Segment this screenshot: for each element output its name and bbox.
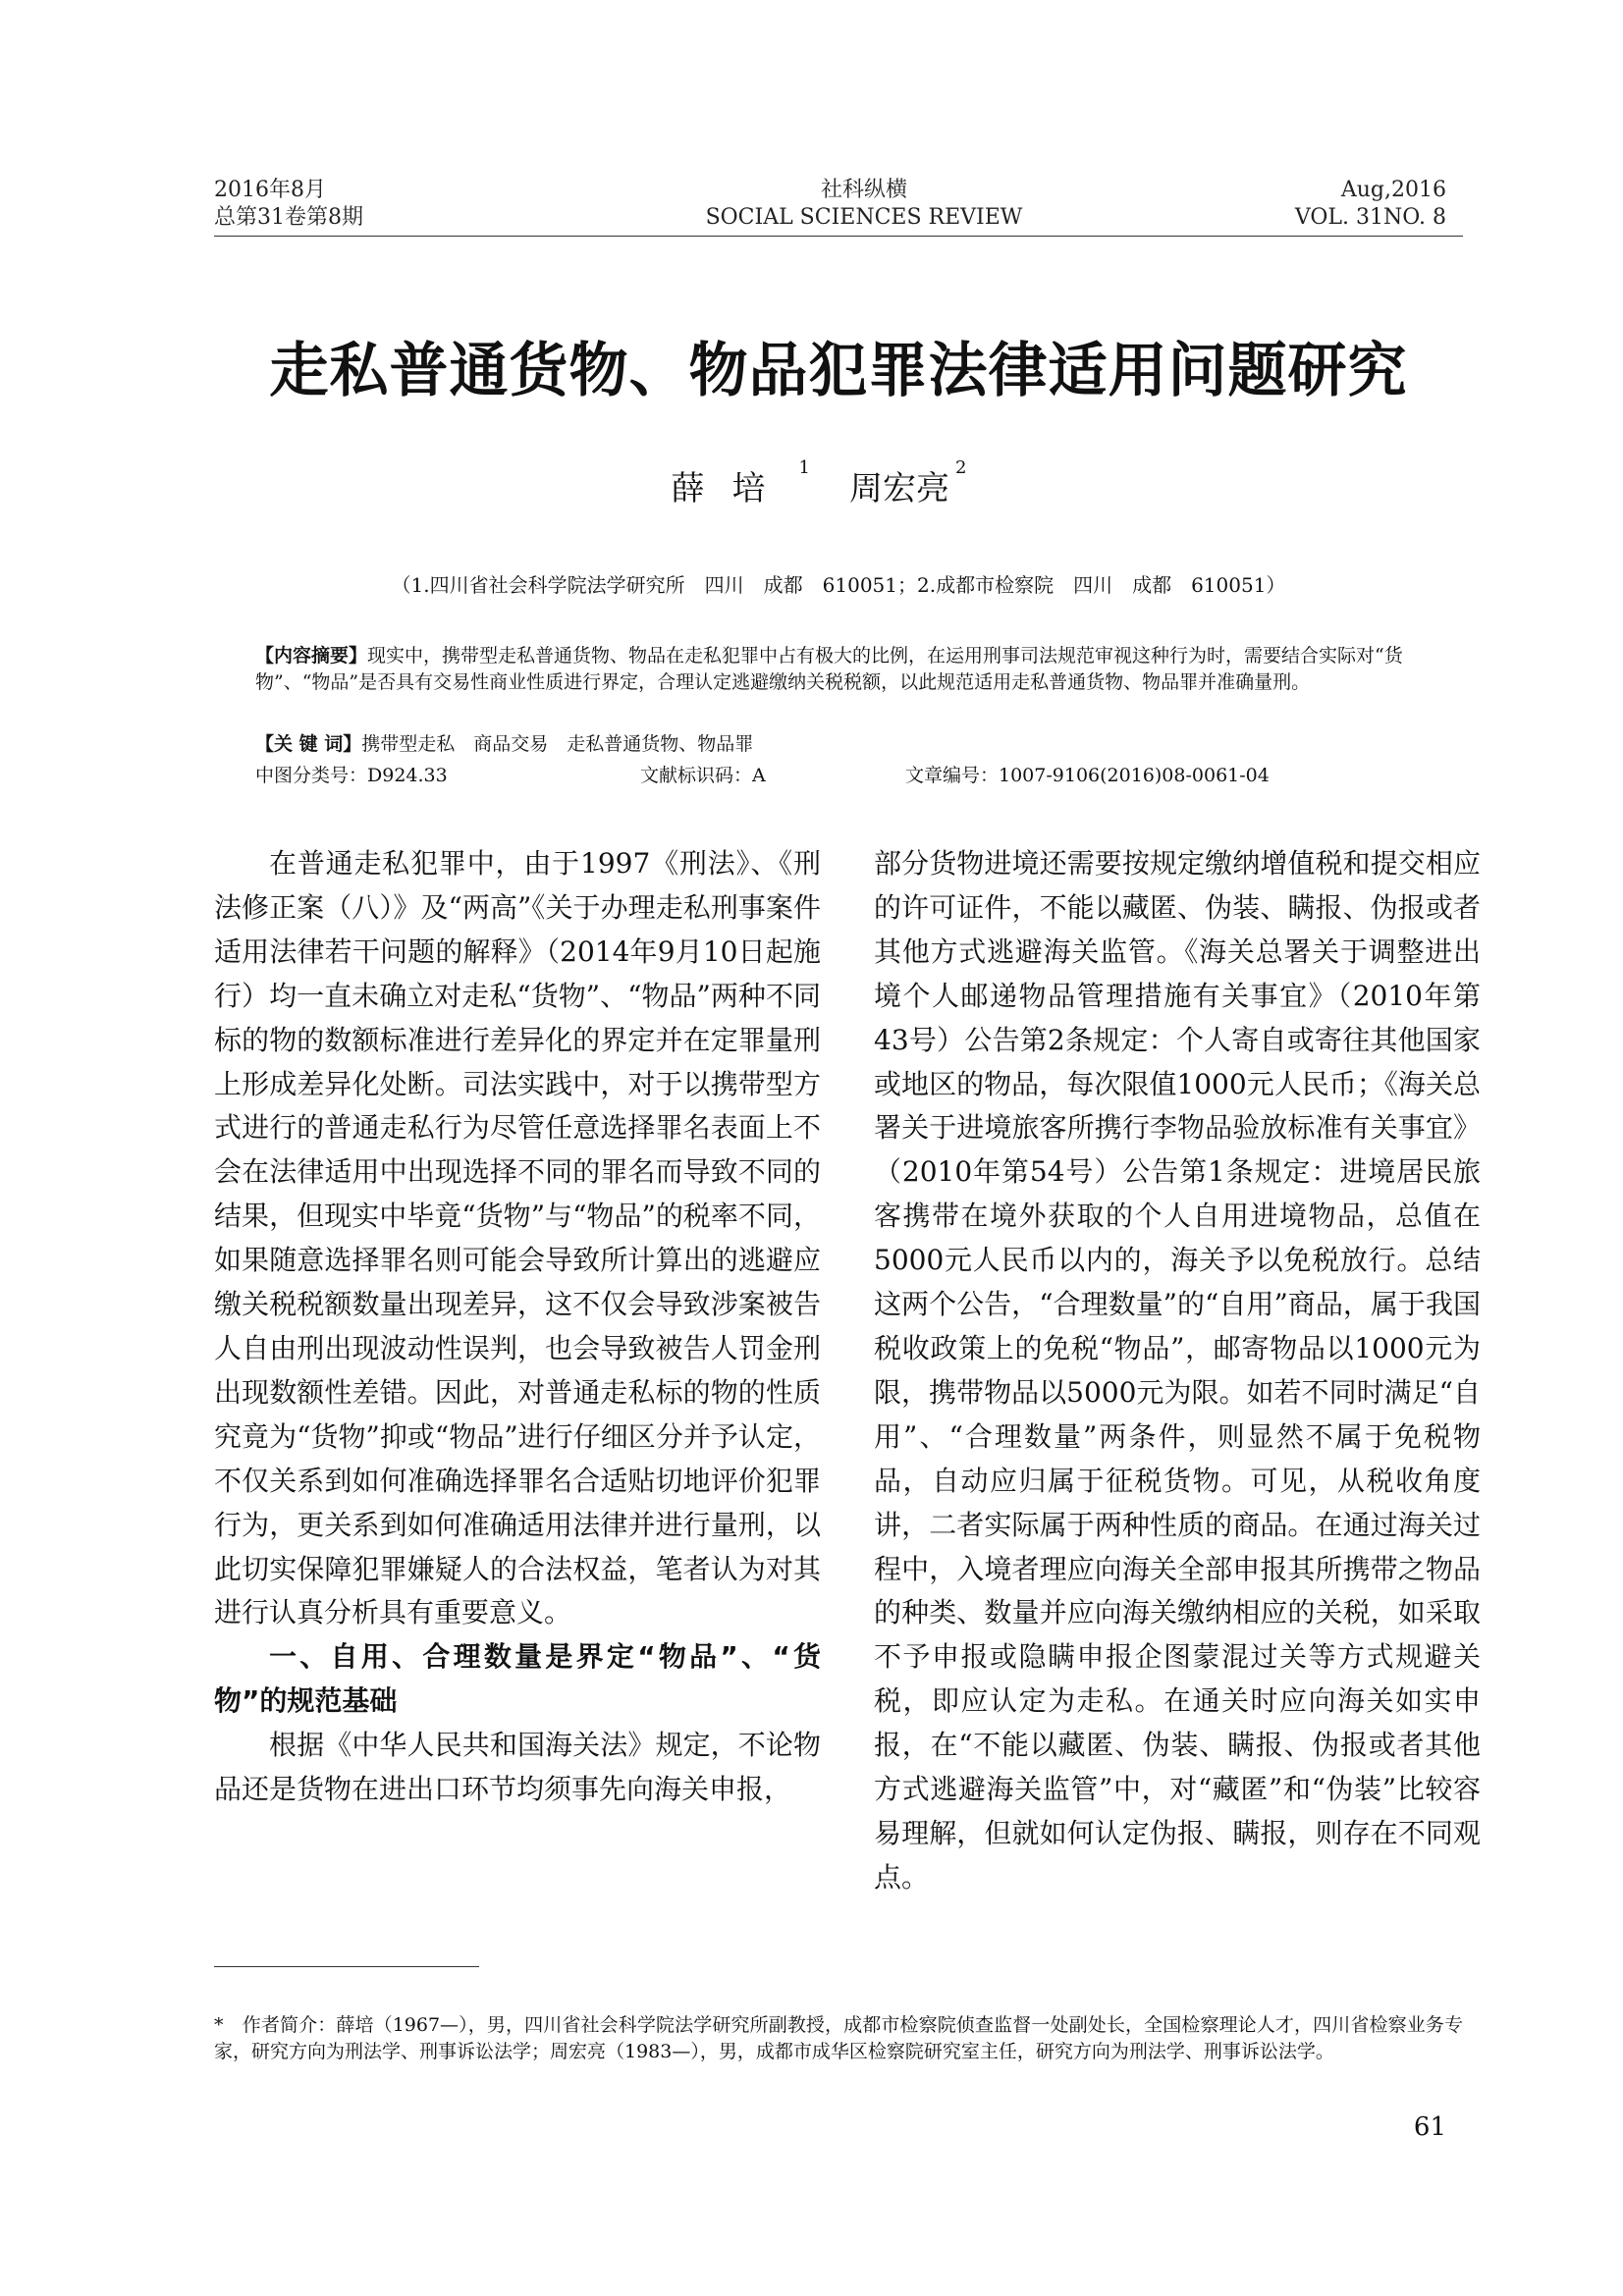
author-1: 薛培 <box>671 469 793 508</box>
affiliation: （1.四川省社会科学院法学研究所 四川 成都 610051；2.成都市检察院 四川 成都 610051） <box>391 573 1286 597</box>
document-code: 文献标识码：A <box>640 765 766 786</box>
paragraph: 在普通走私犯罪中，由于1997《刑法》、《刑法修正案（八）》及“两高”《关于办理走私刑事案件适用法律若干问题的解释》（2014年9月10日起施行）均一直未确立对走私“货物”、“物品”两种不同标的物的数额标准进行差异化的界定并在定罪量刑上形成差异化处断。司法实践中，对于以携带型方式进行的普通走私行为尽管任意选择罪名表面上不会在法律适用中出现选择不同的罪名而导致不同的结果，但现实中毕竟“货物”与“物品”的税率不同，如果随意选择罪名则可能会导致所计算出的逃避应缴关税税额数量出现差异，这不仅会导致涉案被告人自由刑出现波动性误判，也会导致被告人罚金刑出现数额性差错。因此，对普通走私标的物的性质究竟为“货物”抑或“物品”进行仔细区分并予认定，不仅关系到如何准确选择罪名合适贴切地评价犯罪行为，更关系到如何准确适用法律并进行量刑，以此切实保障犯罪嫌疑人的合法权益，笔者认为对其进行认真分析具有重要意义。 <box>214 847 821 1629</box>
paper-title: 走私普通货物、物品犯罪法律适用问题研究 <box>269 337 1408 405</box>
running-header-right <box>1295 177 1446 232</box>
clc-number: 中图分类号：D924.33 <box>255 765 448 786</box>
section-heading: 一、自用、合理数量是界定“物品”、“货物”的规范基础 <box>214 1640 821 1718</box>
header-date: 2016年8月 <box>214 178 326 202</box>
author-2-affil-mark: 2 <box>955 457 967 478</box>
abstract-label: 【内容摘要】 <box>255 645 368 667</box>
author-line <box>214 457 1463 509</box>
running-header-left <box>214 177 363 232</box>
header-date-en: Aug,2016 <box>1340 178 1446 202</box>
article-number: 文章编号：1007-9106(2016)08-0061-04 <box>905 765 1270 786</box>
author-2: 周宏亮 <box>849 469 949 508</box>
abstract <box>255 643 1434 696</box>
paragraph: 部分货物进境还需要按规定缴纳增值税和提交相应的许可证件，不能以藏匿、伪装、瞒报、伪报或者其他方式逃避海关监管。《海关总署关于调整进出境个人邮递物品管理措施有关事宜》（2010年第43号）公告第2条规定：个人寄自或寄往其他国家或地区的物品，每次限值1000元人民币；《海关总署关于进境旅客所携行李物品验放标准有关事宜》（2010年第54号）公告第1条规定：进境居民旅客携带在境外获取的个人自用进境物品，总值在5000元人民币以内的，海关予以免税放行。总结这两个公告，“合理数量”的“自用”商品，属于我国税收政策上的免税“物品”，邮寄物品以1000元为限，携带物品以5000元为限。如若不同时满足“自用”、“合理数量”两条件，则显然不属于免税物品，自动应归属于征税货物。可见，从税收角度讲，二者实际属于两种性质的商品。在通过海关过程中，入境者理应向海关全部申报其所携带之物品的种类、数量并应向海关缴纳相应的关税，如采取不予申报或隐瞒申报企图蒙混过关等方式规避关税，即应认定为走私。在通关时应向海关如实申报，在“不能以藏匿、伪装、瞒报、伪报或者其他方式逃避海关监管”中，对“藏匿”和“伪装”比较容易理解，但就如何认定伪报、瞒报，则存在不同观点。 <box>874 847 1481 1894</box>
author-footnote: * 作者简介：薛培（1967—），男，四川省社会科学院法学研究所副教授，成都市检察院侦查监督一处副处长，全国检察理论人才，四川省检察业务专家，研究方向为刑法学、刑事诉讼法学；周宏亮（1983—），男，成都市成华区检察院研究室主任，研究方向为刑法学、刑事诉讼法学。 <box>214 2014 1463 2062</box>
body-column-right <box>874 842 1481 1900</box>
page-number: 61 <box>1413 2112 1446 2142</box>
header-volume-en: VOL. 31NO. 8 <box>1294 205 1446 230</box>
body-column-left <box>214 842 821 1812</box>
paragraph: 根据《中华人民共和国海关法》规定，不论物品还是货物在进出口环节均须事先向海关申报， <box>214 1729 821 1806</box>
header-volume: 总第31卷第8期 <box>214 205 363 230</box>
footnote-divider <box>214 1966 479 1967</box>
running-header-center <box>628 177 1100 232</box>
keywords <box>255 729 753 756</box>
journal-name-cn: 社科纵横 <box>820 178 907 202</box>
abstract-text: 现实中，携带型走私普通货物、物品在走私犯罪中占有极大的比例，在运用刑事司法规范审视这种行为时，需要结合实际对“货物”、“物品”是否具有交易性商业性质进行界定，合理认定逃避缴纳关税税额，以此规范适用走私普通货物、物品罪并准确量刑。 <box>255 645 1403 693</box>
author-1-affil-mark: 1 <box>798 457 810 478</box>
journal-name-en: SOCIAL SCIENCES REVIEW <box>705 205 1023 230</box>
keywords-label: 【关 键 词】 <box>255 733 362 755</box>
header-divider <box>214 236 1463 237</box>
keywords-text: 携带型走私 商品交易 走私普通货物、物品罪 <box>361 733 754 755</box>
